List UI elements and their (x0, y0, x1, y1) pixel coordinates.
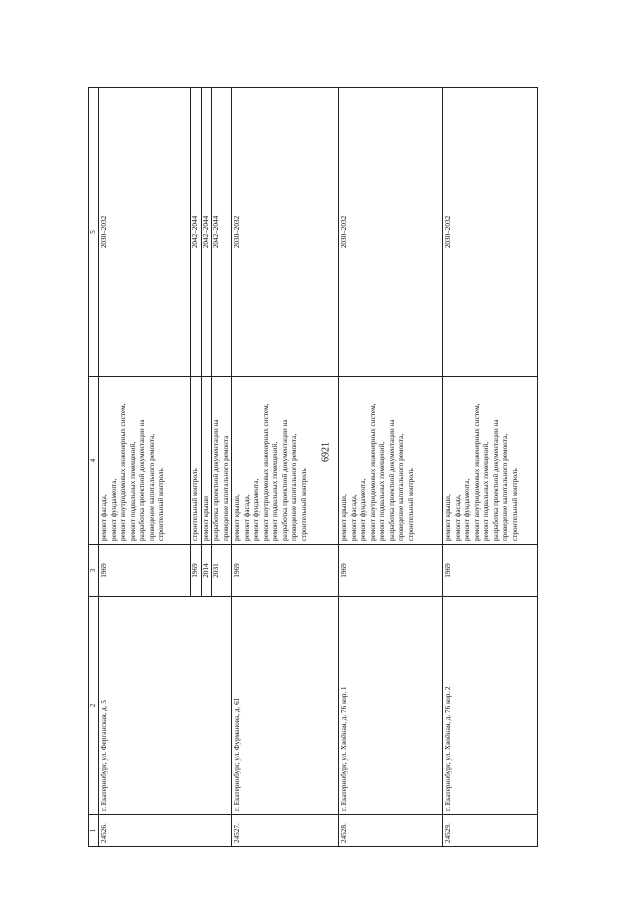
work-item: ремонт внутридомовых инженерных систем, (368, 403, 377, 541)
subrow-works: ремонт крыши (201, 377, 212, 545)
work-item: ремонт фасада, (453, 494, 462, 541)
work-item: строительный контроль (299, 468, 308, 541)
work-item: ремонт крыши, (444, 494, 453, 541)
table-row (339, 88, 443, 847)
work-item: проведение капитального ремонта, (501, 433, 510, 541)
work-item: разработка проектной документации на (280, 419, 289, 541)
capital-repair-table (88, 87, 538, 847)
record-address: г. Екатеринбург, ул. Фурманова, д. 61 (232, 597, 339, 815)
work-item: проведение капитального ремонта, (147, 433, 156, 541)
column-header-3: 3 (89, 545, 99, 597)
record-period: 2030–2032 (443, 88, 538, 377)
subrow-year: 2014 (201, 545, 212, 597)
work-item: строительный контроль (406, 468, 415, 541)
record-works (99, 377, 191, 545)
work-item: ремонт подвальных помещений, (482, 441, 491, 541)
subrow-works (212, 377, 232, 545)
subrow-period: 2042–2044 (212, 88, 232, 377)
work-item: ремонт внутридомовых инженерных систем, (261, 403, 270, 541)
record-works (443, 377, 538, 545)
work-item: ремонт подвальных помещений, (378, 441, 387, 541)
work-item: строительный контроль (157, 468, 166, 541)
work-item: разработка проектной документации на (138, 419, 147, 541)
subrow-period: 2042–2044 (201, 88, 212, 377)
work-item: ремонт фундамента, (359, 478, 368, 541)
work-item: ремонт крыши, (233, 494, 242, 541)
subrow-year: 2031 (212, 545, 232, 597)
work-item: разработка проектной документации на (387, 419, 396, 541)
work-item: ремонт фундамента, (463, 478, 472, 541)
record-period: 2030–2032 (99, 88, 191, 377)
work-item: ремонт крыши, (340, 494, 349, 541)
record-number: 24527. (232, 815, 339, 847)
record-number: 24529. (443, 815, 538, 847)
column-header-5: 5 (89, 88, 99, 377)
record-works (339, 377, 443, 545)
work-item: строительный контроль (510, 468, 519, 541)
work-item: ремонт внутридомовых инженерных систем, (472, 403, 481, 541)
page-number-text: 6921 (320, 442, 332, 462)
record-period: 2030–2032 (232, 88, 339, 377)
subrow-period: 2042–2044 (191, 88, 202, 377)
record-number: 24526. (99, 815, 232, 847)
work-item: ремонт фундамента, (109, 478, 118, 541)
record-year: 1969 (443, 545, 538, 597)
record-year: 1969 (232, 545, 339, 597)
table-row (232, 88, 339, 847)
work-item: ремонт подвальных помещений, (128, 441, 137, 541)
work-item: разработка проектной документации на (491, 419, 500, 541)
work-item: проведение капитального ремонта, (290, 433, 299, 541)
work-item: ремонт внутридомовых инженерных систем, (119, 403, 128, 541)
record-address: г. Екатеринбург, ул. Хвойная, д. 76 кор. 1 (339, 597, 443, 815)
work-item: ремонт фундамента, (252, 478, 261, 541)
work-item: ремонт фасада, (242, 494, 251, 541)
table-header-row (89, 88, 99, 847)
work-item: ремонт фасада, (349, 494, 358, 541)
column-header-2: 2 (89, 597, 99, 815)
subrow-year: 1969 (191, 545, 202, 597)
record-works (232, 377, 339, 545)
record-address: г. Екатеринбург, ул. Ферганская, д. 5 (99, 597, 232, 815)
table-row (443, 88, 538, 847)
work-item: проведение капитального ремонта, (397, 433, 406, 541)
subrow-works: строительный контроль (191, 377, 202, 545)
work-item: проведение капитального ремонта (221, 435, 230, 541)
table-row (99, 88, 191, 847)
record-period: 2030–2032 (339, 88, 443, 377)
document-table-container (88, 87, 538, 847)
record-year: 1969 (99, 545, 191, 597)
record-year: 1969 (339, 545, 443, 597)
column-header-4: 4 (89, 377, 99, 545)
work-item: ремонт подвальных помещений, (271, 441, 280, 541)
work-item: разработка проектной документации на (212, 419, 221, 541)
record-address: г. Екатеринбург, ул. Хвойная, д. 76 кор. 2 (443, 597, 538, 815)
record-number: 24528. (339, 815, 443, 847)
column-header-1: 1 (89, 815, 99, 847)
work-item: ремонт фасада, (100, 494, 109, 541)
